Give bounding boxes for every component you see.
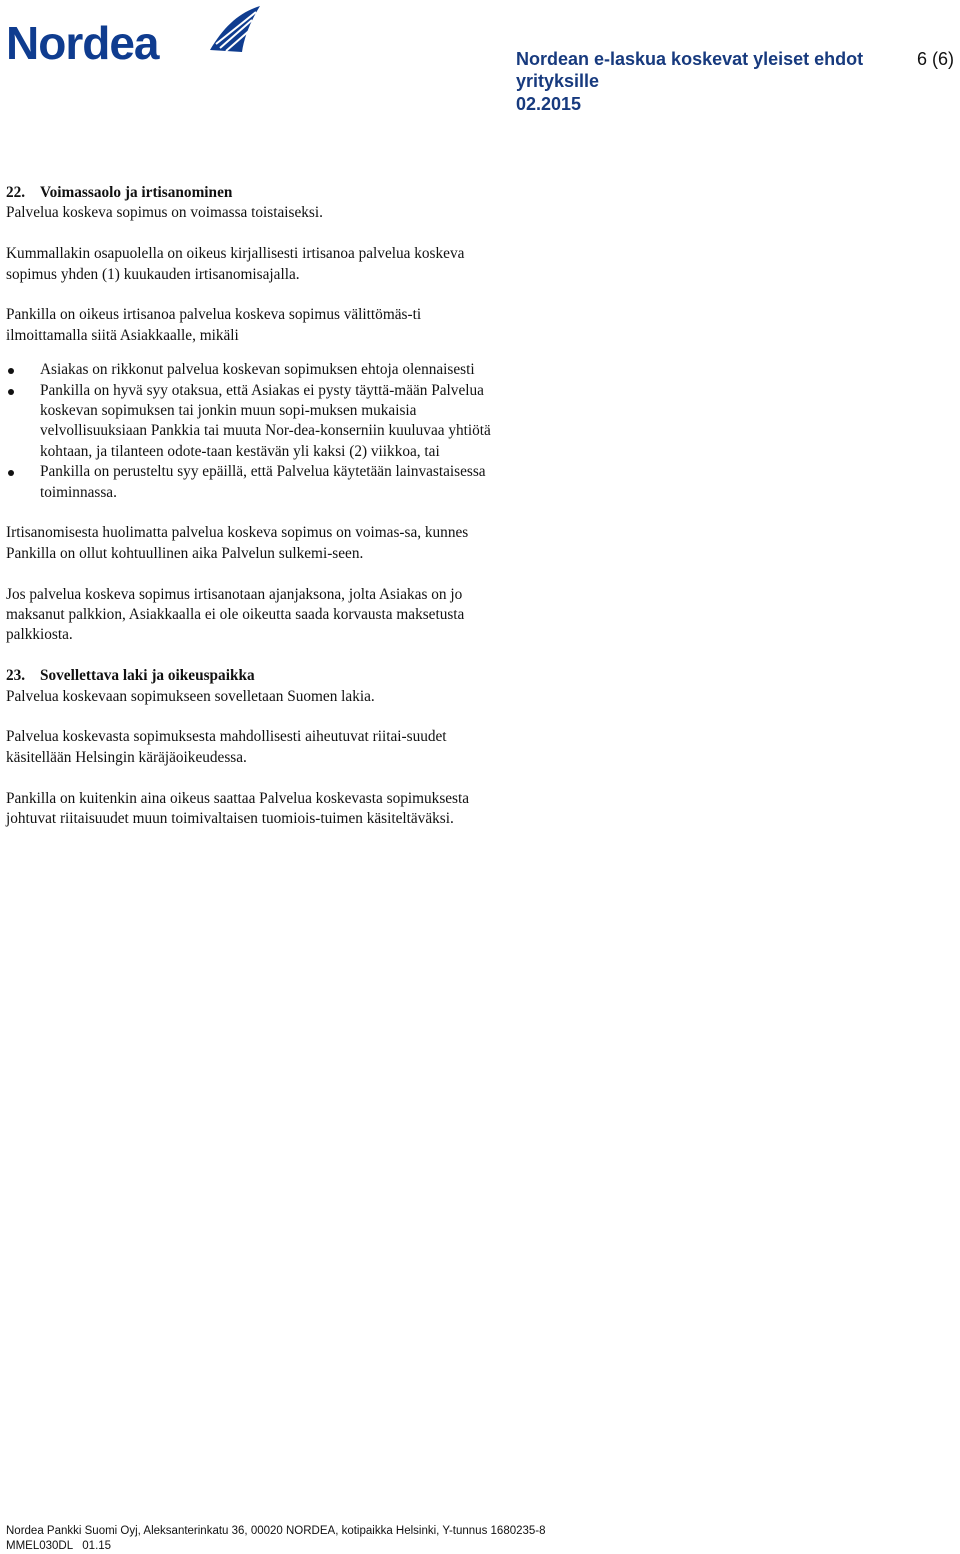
bullet-icon: [8, 470, 14, 476]
section-22-paragraph-5: Jos palvelua koskeva sopimus irtisanotaan ajanjaksona, jolta Asiakas on jo maksanut palkkion, Asiakkaalla ei ole oikeutta saada korvausta maksetusta palkkiosta.: [6, 585, 465, 644]
page-number: 6 (6): [917, 49, 955, 69]
list-item-text: Asiakas on rikkonut palvelua koskevan sopimuksen ehtoja olennaisesti: [40, 361, 475, 379]
section-22-paragraph-3: Pankilla on oikeus irtisanoa palvelua koskeva sopimus välittömäs-ti ilmoittamalla siitä Asiakkaalle, mikäli: [6, 306, 422, 344]
list-item-text: Pankilla on hyvä syy otaksua, että Asiakas ei pysty täyttä-mään Palvelua koskevan sopimuksen tai jonkin muun sopi-muksen mukaisia velvollisuuksiaan Pankkia tai muuta Nor-dea-konserniin kuuluvaa yhtiötä kohtaan, ja tilanteen odote-taan kestävän yli kaksi (2) viikkoa, tai: [40, 381, 491, 460]
nordea-logo: [6, 4, 258, 69]
section-23-title: Sovellettava laki ja oikeuspaikka: [40, 667, 255, 685]
sail-icon: [206, 4, 262, 56]
bullet-icon: [8, 389, 14, 395]
section-23-paragraph-3: Pankilla on kuitenkin aina oikeus saattaa Palvelua koskevasta sopimuksesta johtuvat riitaisuudet muun toimivaltaisen tuomiois-tuimen käsiteltäväksi.: [6, 789, 470, 828]
document-body: [6, 183, 496, 850]
list-item: [6, 462, 496, 503]
document-date: 02.2015: [516, 94, 582, 114]
section-23-heading: [6, 666, 496, 686]
section-23-paragraph-1: Palvelua koskevaan sopimukseen sovelletaan Suomen lakia.: [6, 687, 375, 705]
logo-wordmark: Nordea: [6, 17, 159, 69]
section-22-paragraph-2: Kummallakin osapuolella on oikeus kirjallisesti irtisanoa palvelua koskeva sopimus yhden (1) kuukauden irtisanomisajalla.: [6, 245, 465, 283]
section-22-heading: [6, 183, 496, 203]
list-item-text: Pankilla on perusteltu syy epäillä, että Palvelua käytetään lainvastaisessa toiminnassa.: [40, 463, 486, 501]
page-footer: [6, 1524, 546, 1554]
section-22-title: Voimassaolo ja irtisanominen: [40, 184, 233, 201]
section-22-paragraph-1: Palvelua koskeva sopimus on voimassa toistaiseksi.: [6, 204, 323, 222]
document-title-line1: Nordean e-laskua koskevat yleiset ehdot: [516, 49, 864, 69]
footer-company-info: Nordea Pankki Suomi Oyj, Aleksanterinkatu 36, 00020 NORDEA, kotipaikka Helsinki, Y-tunnus 1680235-8: [6, 1525, 546, 1537]
section-23-paragraph-2: Palvelua koskevasta sopimuksesta mahdollisesti aiheutuvat riitai-suudet käsitellään Helsingin käräjäoikeudessa.: [6, 728, 447, 766]
section-22-number: 22.: [6, 184, 26, 201]
document-title-line2: yrityksille: [516, 71, 600, 91]
footer-form-code: MMEL030DL 01.15: [6, 1540, 112, 1552]
list-item: [6, 360, 496, 380]
list-item: [6, 381, 496, 463]
section-23-number: 23.: [6, 667, 26, 685]
termination-reasons-list: [6, 360, 496, 503]
bullet-icon: [8, 368, 14, 374]
section-22-paragraph-4: Irtisanomisesta huolimatta palvelua koskeva sopimus on voimas-sa, kunnes Pankilla on ollut kohtuullinen aika Palvelun sulkemi-seen.: [6, 524, 469, 562]
